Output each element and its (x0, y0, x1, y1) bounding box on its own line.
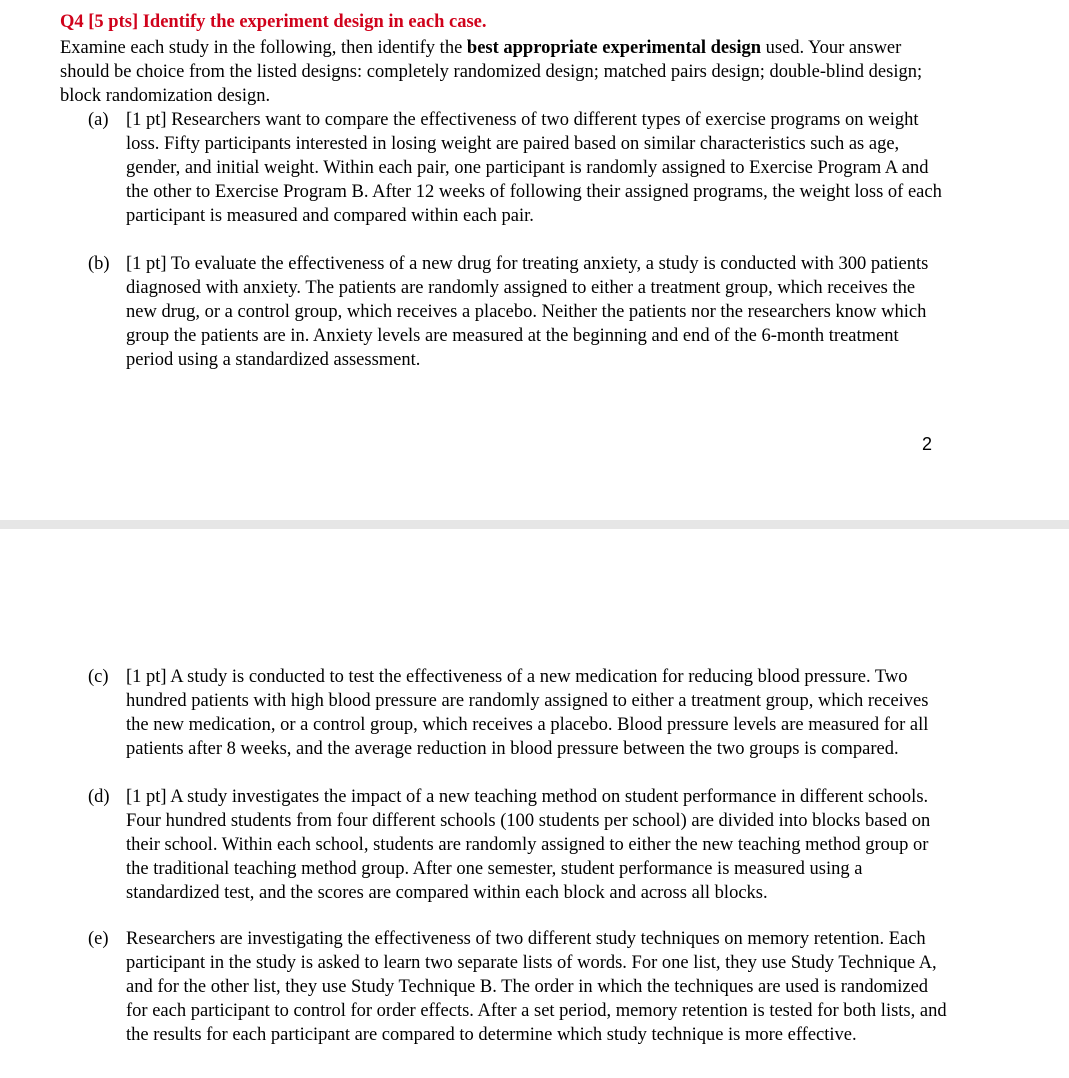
study-item-c (88, 665, 948, 761)
item-text: [1 pt] A study is conducted to test the effectiveness of a new medication for reducing blood pressure. Two hundred patients with high blood pressure are randomly assigned to either a treatment group, which receives the new medication, or a control group, which receives a placebo. Blood pressure levels are measured for all patients after 8 weeks, and the average reduction in blood pressure between the two groups is compared. (126, 667, 929, 759)
study-item-a (88, 108, 948, 228)
item-label: (d) (88, 787, 110, 807)
item-label: (e) (88, 929, 109, 949)
study-item-e (88, 927, 948, 1047)
item-text: [1 pt] To evaluate the effectiveness of a new drug for treating anxiety, a study is conducted with 300 patients diagnosed with anxiety. The patients are randomly assigned to either a treatment group, which receives the new drug, or a control group, which receives a placebo. Neither the patients nor the researchers know which group the patients are in. Anxiety levels are measured at the beginning and end of the 6-month treatment period using a standardized assessment. (126, 254, 929, 370)
page-number: 2 (922, 434, 933, 454)
item-text: Researchers are investigating the effectiveness of two different study techniques on memory retention. Each participant in the study is asked to learn two separate lists of words. For one list, they use Study Technique A, and for the other list, they use Study Technique B. The order in which the techniques are used is randomized for each participant to control for order effects. After a set period, memory retention is tested for both lists, and the results for each participant are compared to determine which study technique is more effective. (126, 929, 947, 1045)
question-title: Q4 [5 pts] Identify the experiment design in each case. (60, 12, 487, 32)
page-divider (0, 520, 1069, 529)
item-label: (a) (88, 110, 109, 130)
study-item-b (88, 252, 948, 372)
question-instructions (60, 36, 940, 108)
item-label: (c) (88, 667, 109, 687)
page-top (0, 0, 1069, 520)
study-item-d (88, 785, 948, 905)
page-bottom (0, 529, 1069, 1078)
instructions-emphasis: best appropriate experimental design (466, 38, 762, 58)
item-text: [1 pt] Researchers want to compare the effectiveness of two different types of exercise programs on weight loss. Fifty participants interested in losing weight are paired based on similar characteristics such as age, gender, and initial weight. Within each pair, one participant is randomly assigned to Exercise Program A and the other to Exercise Program B. After 12 weeks of following their assigned programs, the weight loss of each participant is measured and compared within each pair. (126, 110, 942, 226)
instructions-text-start: Examine each study in the following, then identify the (60, 38, 467, 58)
item-text: [1 pt] A study investigates the impact of a new teaching method on student performance in different schools. Four hundred students from four different schools (100 students per school) are divided into blocks based on their school. Within each school, students are randomly assigned to either the new teaching method group or the traditional teaching method group. After one semester, student performance is measured using a standardized test, and the scores are compared within each block and across all blocks. (126, 787, 931, 903)
item-label: (b) (88, 254, 110, 274)
instructions-text-end: used. Your answer should be choice from the listed designs: completely randomized design; matched pairs design; double-blind design; block randomization design. (60, 38, 923, 106)
